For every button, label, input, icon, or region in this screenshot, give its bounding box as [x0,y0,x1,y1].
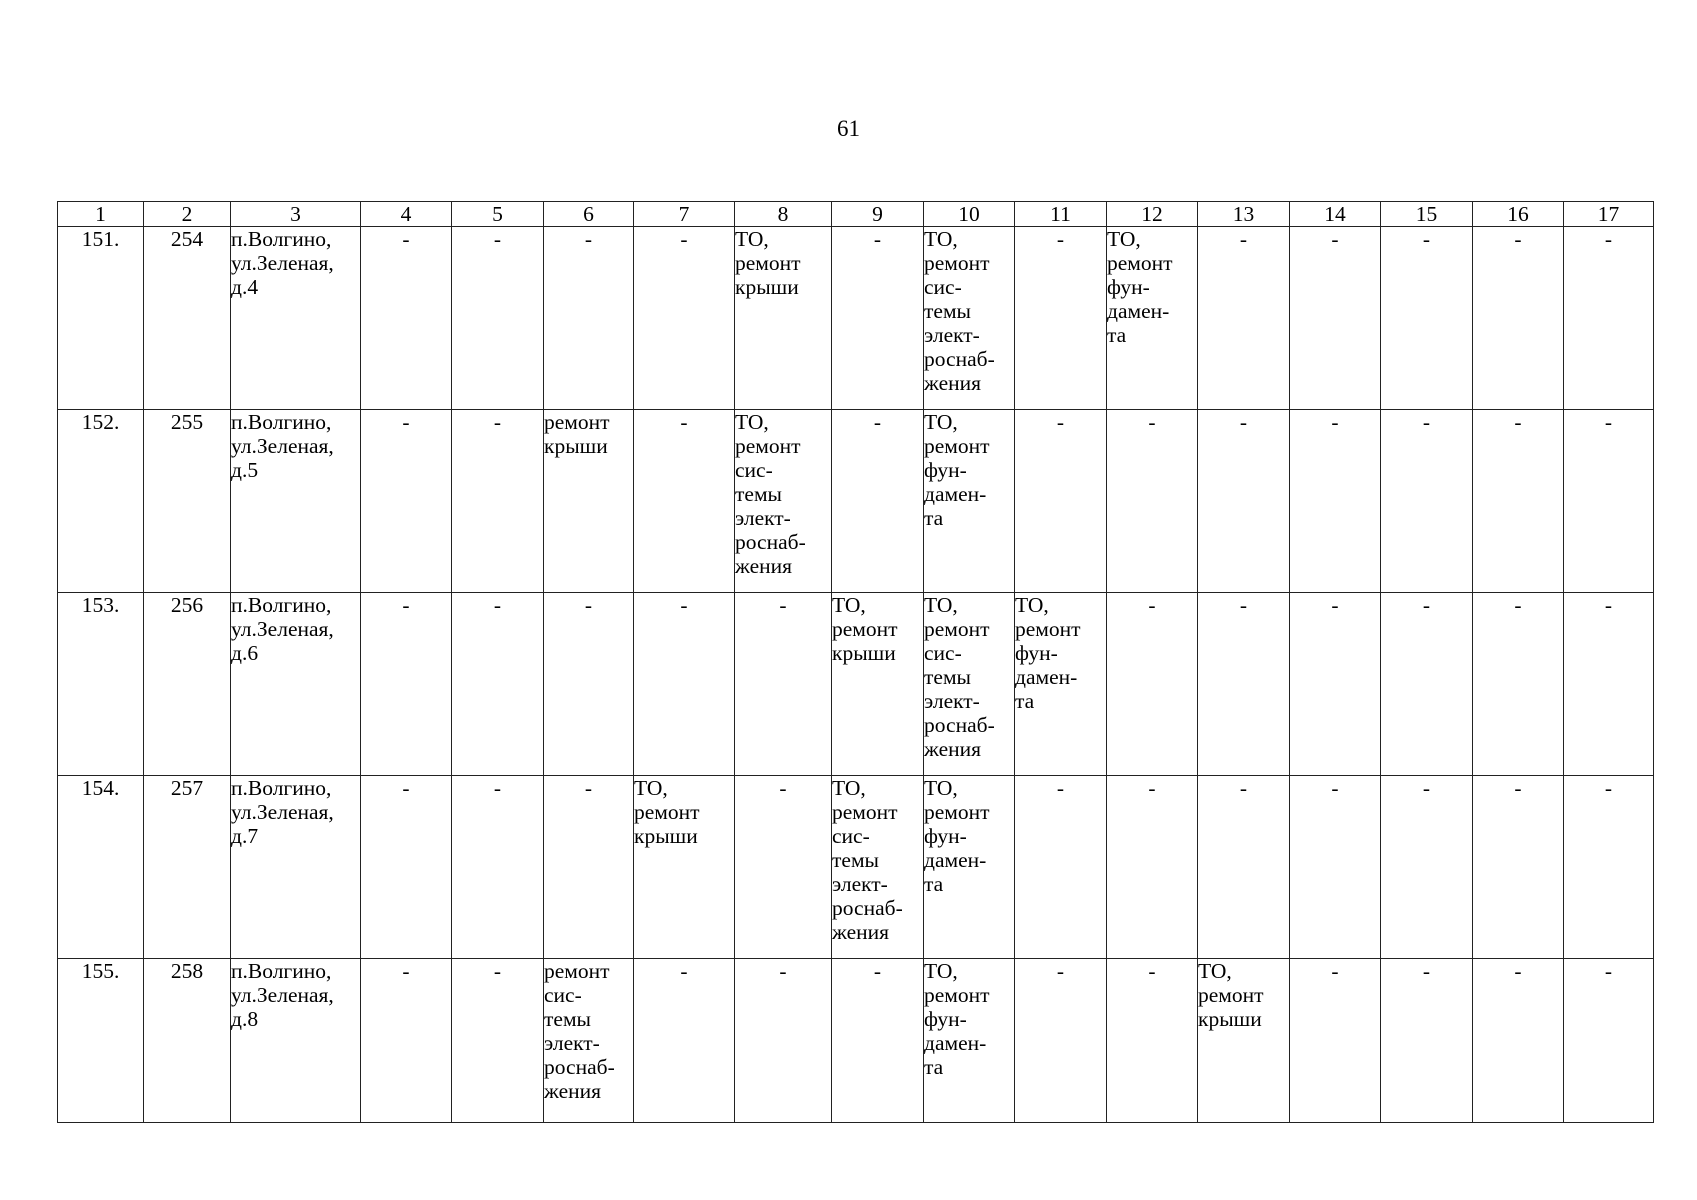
cell-text-line: - [779,959,787,983]
column-header: 11 [1015,202,1107,227]
work-cell [1473,959,1564,1123]
work-cell [1564,227,1654,410]
cell-text-line: крыши [832,641,896,665]
work-cell [1290,776,1381,959]
cell-text-line: - [584,593,593,617]
column-header: 3 [231,202,361,227]
column-header: 17 [1564,202,1654,227]
column-header: 10 [924,202,1015,227]
column-header: 13 [1198,202,1290,227]
cell-text-line: - [1604,776,1613,800]
cell-text-line: крыши [735,275,799,299]
cell-text-line: ремонт [832,617,898,641]
column-header: 15 [1381,202,1473,227]
work-cell [1381,959,1473,1123]
cell-text-line: дамен- [924,482,987,506]
cell-text-line: ТО, [924,410,958,434]
cell-text-line: фун- [924,824,967,848]
cell-text-line: - [1604,959,1613,983]
cell-text-line: жения [924,737,982,761]
cell-text-line: сис- [735,458,773,482]
cell-text-line: - [1331,227,1339,251]
cell-text-line: - [1514,776,1522,800]
cell-text-line: роснаб- [735,530,806,554]
cell-text-line: сис- [924,641,962,665]
work-cell [1015,593,1107,776]
cell-text-line: - [680,410,688,434]
work-cell [1473,227,1564,410]
cell-text-line: - [402,776,410,800]
cell-text-line: роснаб- [832,896,903,920]
cell-text-line: темы [832,848,879,872]
cell-text-line: - [1422,410,1431,434]
cell-text-line: та [1015,689,1035,713]
cell-text-line: - [1422,959,1431,983]
work-cell [832,410,924,593]
work-cell [361,776,452,959]
work-cell [544,593,634,776]
cell-text-line: - [1422,227,1431,251]
cell-text-line: ул.Зеленая, [231,617,334,641]
cell-text-line: ул.Зеленая, [231,983,334,1007]
cell-text-line: та [924,506,944,530]
cell-text-line: ул.Зеленая, [231,251,334,275]
cell-text-line: ТО, [634,776,668,800]
cell-text-line: - [1239,776,1248,800]
column-header: 9 [832,202,924,227]
work-cell [544,959,634,1123]
work-cell [1107,959,1198,1123]
cell-text-line: ремонт [735,251,801,275]
cell-text-line: - [1514,959,1522,983]
cell-text-line: темы [924,665,971,689]
cell-text-line: - [680,227,688,251]
work-cell [1564,776,1654,959]
cell-text-line: ремонт [924,983,990,1007]
work-cell [452,410,544,593]
work-cell [924,776,1015,959]
cell-text-line: - [1148,593,1156,617]
cell-text-line: ремонт [924,800,990,824]
work-cell [634,410,735,593]
cell-text-line: - [1604,410,1613,434]
work-cell [1290,410,1381,593]
work-cell [1015,227,1107,410]
row-number-cell: 153. [58,593,144,776]
table-row [58,593,1654,776]
building-code-cell: 258 [144,959,231,1123]
work-cell [634,593,735,776]
work-cell [634,776,735,959]
cell-text-line: - [1056,776,1065,800]
cell-text-line: крыши [544,434,608,458]
cell-text-line: элект- [735,506,791,530]
column-header: 2 [144,202,231,227]
cell-text-line: - [779,776,787,800]
cell-text-line: - [1331,410,1339,434]
cell-text-line: сис- [924,275,962,299]
cell-text-line: крыши [634,824,698,848]
cell-text-line: ремонт [924,251,990,275]
cell-text-line: - [1239,227,1248,251]
work-cell [1564,593,1654,776]
cell-text-line: - [1331,959,1339,983]
cell-text-line: элект- [832,872,888,896]
cell-text-line: ТО, [735,410,769,434]
cell-text-line: сис- [544,983,582,1007]
cell-text-line: ТО, [924,776,958,800]
address-cell [231,410,361,593]
cell-text-line: элект- [924,323,980,347]
work-cell [452,227,544,410]
work-cell [735,959,832,1123]
work-cell [452,776,544,959]
cell-text-line: - [402,959,410,983]
cell-text-line: элект- [544,1031,600,1055]
cell-text-line: - [1148,959,1156,983]
work-cell [1198,593,1290,776]
work-cell [1381,227,1473,410]
repair-schedule-table [57,201,1654,1123]
column-number-row [58,202,1654,227]
work-cell [924,593,1015,776]
work-cell [1107,593,1198,776]
cell-text-line: - [493,959,502,983]
cell-text-line: ТО, [1107,227,1141,251]
cell-text-line: - [584,227,593,251]
cell-text-line: жения [924,371,982,395]
cell-text-line: - [1239,410,1248,434]
cell-text-line: п.Волгино, [231,410,332,434]
cell-text-line: дамен- [1015,665,1078,689]
cell-text-line: д.5 [231,458,259,482]
work-cell [1381,593,1473,776]
cell-text-line: - [1331,776,1339,800]
cell-text-line: та [924,1055,944,1079]
work-cell [1198,410,1290,593]
cell-text-line: - [1056,959,1065,983]
cell-text-line: жения [544,1079,602,1103]
work-cell [361,410,452,593]
column-header: 6 [544,202,634,227]
cell-text-line: - [1056,227,1065,251]
cell-text-line: - [1239,593,1248,617]
work-cell [924,227,1015,410]
row-number-cell: 151. [58,227,144,410]
cell-text-line: ремонт [832,800,898,824]
cell-text-line: д.6 [231,641,259,665]
work-cell [1015,776,1107,959]
column-header: 4 [361,202,452,227]
cell-text-line: ремонт [1198,983,1264,1007]
column-header: 7 [634,202,735,227]
cell-text-line: - [1422,776,1431,800]
work-cell [361,227,452,410]
cell-text-line: ремонт [544,410,610,434]
cell-text-line: п.Волгино, [231,959,332,983]
work-cell [1198,776,1290,959]
work-cell [1290,227,1381,410]
column-header: 12 [1107,202,1198,227]
cell-text-line: - [1514,593,1522,617]
cell-text-line: п.Волгино, [231,776,332,800]
cell-text-line: ремонт [634,800,700,824]
column-header: 8 [735,202,832,227]
row-number-cell: 152. [58,410,144,593]
cell-text-line: - [680,593,688,617]
cell-text-line: ТО, [924,593,958,617]
work-cell [361,593,452,776]
building-code-cell: 256 [144,593,231,776]
cell-text-line: ТО, [1015,593,1049,617]
work-cell [634,959,735,1123]
work-cell [1198,227,1290,410]
cell-text-line: элект- [924,689,980,713]
address-cell [231,776,361,959]
address-cell [231,959,361,1123]
cell-text-line: крыши [1198,1007,1262,1031]
cell-text-line: фун- [924,458,967,482]
work-cell [544,776,634,959]
row-number-cell: 154. [58,776,144,959]
cell-text-line: ТО, [924,959,958,983]
row-number-cell: 155. [58,959,144,1123]
cell-text-line: - [779,593,787,617]
cell-text-line: та [1107,323,1127,347]
cell-text-line: ремонт [735,434,801,458]
work-cell [1381,410,1473,593]
cell-text-line: ремонт [1107,251,1173,275]
cell-text-line: - [873,410,882,434]
work-cell [832,593,924,776]
cell-text-line: - [1056,410,1065,434]
cell-text-line: - [1422,593,1431,617]
work-cell [1473,776,1564,959]
work-cell [1290,593,1381,776]
cell-text-line: ТО, [832,593,866,617]
cell-text-line: - [1604,227,1613,251]
cell-text-line: ТО, [924,227,958,251]
column-header: 1 [58,202,144,227]
cell-text-line: дамен- [924,848,987,872]
address-cell [231,227,361,410]
cell-text-line: ТО, [832,776,866,800]
cell-text-line: жения [832,920,890,944]
work-cell [1107,776,1198,959]
cell-text-line: - [402,227,410,251]
cell-text-line: темы [735,482,782,506]
cell-text-line: - [402,410,410,434]
cell-text-line: - [873,959,882,983]
work-cell [1290,959,1381,1123]
cell-text-line: - [1514,227,1522,251]
work-cell [1473,410,1564,593]
work-cell [1015,959,1107,1123]
building-code-cell: 255 [144,410,231,593]
cell-text-line: - [584,776,593,800]
cell-text-line: - [493,593,502,617]
cell-text-line: - [1604,593,1613,617]
cell-text-line: темы [924,299,971,323]
cell-text-line: жения [735,554,793,578]
cell-text-line: - [402,593,410,617]
cell-text-line: ул.Зеленая, [231,434,334,458]
cell-text-line: дамен- [1107,299,1170,323]
cell-text-line: - [1514,410,1522,434]
work-cell [735,593,832,776]
cell-text-line: роснаб- [544,1055,615,1079]
building-code-cell: 254 [144,227,231,410]
cell-text-line: - [680,959,688,983]
work-cell [735,227,832,410]
work-cell [832,959,924,1123]
cell-text-line: фун- [1107,275,1150,299]
cell-text-line: - [493,776,502,800]
cell-text-line: - [1148,410,1156,434]
column-header: 14 [1290,202,1381,227]
cell-text-line: ремонт [1015,617,1081,641]
work-cell [1564,410,1654,593]
cell-text-line: д.7 [231,824,259,848]
work-cell [452,959,544,1123]
cell-text-line: п.Волгино, [231,593,332,617]
work-cell [361,959,452,1123]
cell-text-line: фун- [924,1007,967,1031]
cell-text-line: ТО, [1198,959,1232,983]
cell-text-line: сис- [832,824,870,848]
work-cell [735,410,832,593]
cell-text-line: фун- [1015,641,1058,665]
work-cell [1564,959,1654,1123]
cell-text-line: д.4 [231,275,259,299]
work-cell [634,227,735,410]
cell-text-line: та [924,872,944,896]
table-row [58,227,1654,410]
work-cell [1473,593,1564,776]
page-number: 61 [837,116,860,141]
work-cell [832,227,924,410]
cell-text-line: роснаб- [924,347,995,371]
cell-text-line: - [1148,776,1156,800]
table-row [58,410,1654,593]
work-cell [924,410,1015,593]
cell-text-line: - [873,227,882,251]
address-cell [231,593,361,776]
work-cell [1107,410,1198,593]
work-cell [924,959,1015,1123]
cell-text-line: ремонт [544,959,610,983]
work-cell [832,776,924,959]
cell-text-line: роснаб- [924,713,995,737]
table-row [58,776,1654,959]
cell-text-line: - [493,227,502,251]
cell-text-line: - [1331,593,1339,617]
work-cell [1015,410,1107,593]
cell-text-line: ул.Зеленая, [231,800,334,824]
work-cell [735,776,832,959]
work-cell [452,593,544,776]
work-cell [1107,227,1198,410]
column-header: 16 [1473,202,1564,227]
cell-text-line: п.Волгино, [231,227,332,251]
cell-text-line: ремонт [924,434,990,458]
cell-text-line: д.8 [231,1007,259,1031]
work-cell [1198,959,1290,1123]
cell-text-line: темы [544,1007,591,1031]
cell-text-line: ремонт [924,617,990,641]
work-cell [1381,776,1473,959]
cell-text-line: - [493,410,502,434]
table-row [58,959,1654,1123]
work-cell [544,410,634,593]
cell-text-line: дамен- [924,1031,987,1055]
building-code-cell: 257 [144,776,231,959]
column-header: 5 [452,202,544,227]
cell-text-line: ТО, [735,227,769,251]
work-cell [544,227,634,410]
